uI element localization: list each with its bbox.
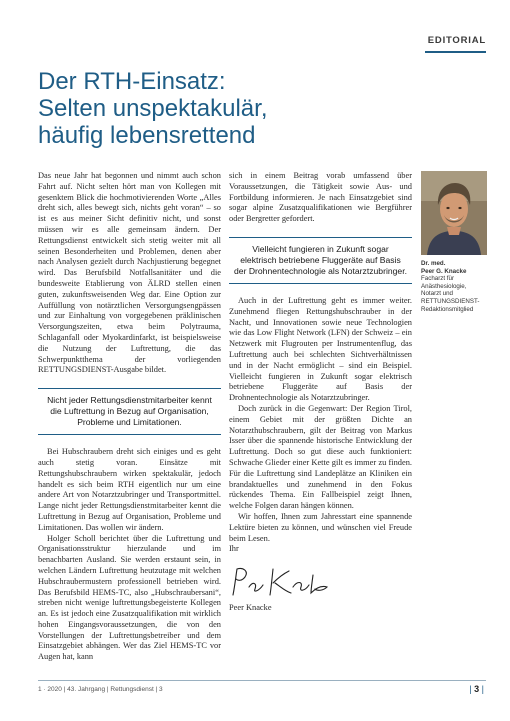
title-line-1: Der RTH-Einsatz: [38,68,226,95]
author-portrait-image [421,171,487,255]
pull-quote: Nicht jeder Rettungsdienstmitarbeiter kennt die Luftrettung in Bezug auf Organisation, Probleme und Limitationen. [38,388,221,435]
page-number-prefix: | [469,684,475,694]
author-role-5: Redaktionsmitglied [421,305,474,313]
page-number-suffix: | [479,684,484,694]
author-role-3: Notarzt und [421,290,453,298]
author-photo [421,171,487,255]
title-line-2: Selten unspektakulär, [38,95,268,122]
paragraph: Holger Scholl berichtet über die Luftrettung und Organisationsstruktur hierzulande und im benachbarten Ausland. Sie werden erstaunt sein, in welchen Ländern Luftrettung heutzutage mit welchen Hubschraubermustern professionell betrieben wird. Das Berufsbild HEMS-TC, also „Hubschraubersani“, streben nicht wenige luftrettungsbegeisterte Kollegen an. Es ist jedoch eine Zusatzqualifikation mit wirklich hohen Eingangsvoraussetzungen, die von den Vorstellungen der Luftrettungsbetreiber und dem Einsatzgebiet abhängen. Wer das Ziel HEMS-TC vor Augen hat, kann [38,533,221,662]
footer-issue-info: 1 · 2020 | 43. Jahrgang | Rettungsdienst | 3 [38,686,163,693]
author-role-1: Facharzt für [421,275,455,283]
paragraph: sich in einem Beitrag vorab umfassend über Voraussetzungen, die Tätigkeit sowie Aus- und Fortbildung informieren. Je nach Einsatzgebiet sind sogar alpine Zusatzqualifikationen wie Bergführer oder Bergretter gefordert. [229,171,412,224]
page-number [469,684,484,694]
text-column-1 [38,171,221,663]
signer-name: Peer Knacke [229,603,272,613]
paragraph: Doch zurück in die Gegenwart: Der Region Tirol, einem Gebiet mit der größten Dichte an Notarzthubschraubern, gilt der Beitrag von Markus Isser über die spannende historische Entwicklung der Luftrettung. Doch so gut diese auch funktioniert: Schwache Glieder einer Kette gilt es immer zu finden. Für die Luftrettung sind Landeplätze an Kliniken ein brandaktuelles und zunehmend in den Fokus rückendes Thema. Ein Fallbeispiel zeigt Ihnen, welche Folgen daran hängen können. [229,403,412,511]
article-title [38,68,458,149]
text-column-2 [229,171,412,614]
paragraph: Das neue Jahr hat begonnen und nimmt auch schon Fahrt auf. Nicht selten hört man von Kollegen mit gesenktem Blick die hochmotivierenden Worte „Alles dreht sich, alles bewegt sich, nichts geht voran“ – so ist es aus meiner Sicht definitiv nicht, und sonst müssen wir es alle gemeinsam ändern. Der Rettungsdienst entwickelt sich stetig weiter mit all seinen Besonderheiten und Problemen, denen aber nach Analysen gezielt durch Nachjustierung begegnet wird. Das Berufsbild Notfallsanitäter und die bundesweite Etablierung von ÄLRD stellen einen guten, zukunftsweisenden Weg dar. Eine Option zur Auffüllung von notärztlichen Versorgungsengpässen und zur Einhaltung von vorgegebenen präklinischen Versorgungszeiten, etwa beim Polytrauma, Schlaganfall oder Myokardinfarkt, ist beispielsweise die Nutzung der Luftrettung, die das Schwerpunktthema der vorliegenden RETTUNGSDIENST-Ausgabe bildet. [38,171,221,375]
paragraph: Wir hoffen, Ihnen zum Jahresstart eine spannende Lektüre bieten zu können, und wünschen viel Freude beim Lesen. [229,511,412,543]
author-role-2: Anästhesiologie, [421,282,467,290]
paragraph: Auch in der Luftrettung geht es immer weiter. Zunehmend fliegen Rettungshubschrauber in der Nacht, und Innovationen sowie neue Technologien wie das Low Flight Network (LFN) der Schweiz – ein Netzwerk mit Flugrouten per Instrumentenflug, das Luftrettung auch bei schlechten Sichtverhältnissen und in der Nacht ermöglicht – sind ein Beispiel. Vielleicht fungieren in Zukunft sogar elektrisch betriebene Fluggeräte auf Basis der Drohnentechnologie als Notarztzubringer. [229,295,412,403]
paragraph: Bei Hubschraubern dreht sich einiges und es geht auch stetig voran. Einsätze mit Rettungshubschraubern wirken spektakulär, jedoch handelt es sich beim RTH eigentlich nur um eine andere Art von Notarztzubringer und Transportmittel. Lange nicht jeder Rettungsdienstmitarbeiter kennt die Luftrettung in Bezug auf Organisation, Probleme und Limitationen. Das wollen wir ändern. [38,447,221,532]
page-number-value: 3 [474,684,480,694]
section-label: EDITORIAL [427,35,486,46]
author-role-4: RETTUNGSDIENST- [421,297,480,305]
author-name-line-1: Dr. med. [421,260,446,267]
header-rule [425,51,486,53]
handwritten-signature [229,565,339,599]
footer-rule [38,680,486,681]
author-name-line-2: Peer G. Knacke [421,267,467,275]
pull-quote: Vielleicht fungieren in Zukunft sogar elektrisch betriebene Fluggeräte auf Basis der Drohnentechnologie als Notarztzubringer. [229,237,412,284]
author-caption [421,260,493,313]
closing-word: Ihr [229,544,239,554]
title-line-3: häufig lebensrettend [38,122,256,149]
